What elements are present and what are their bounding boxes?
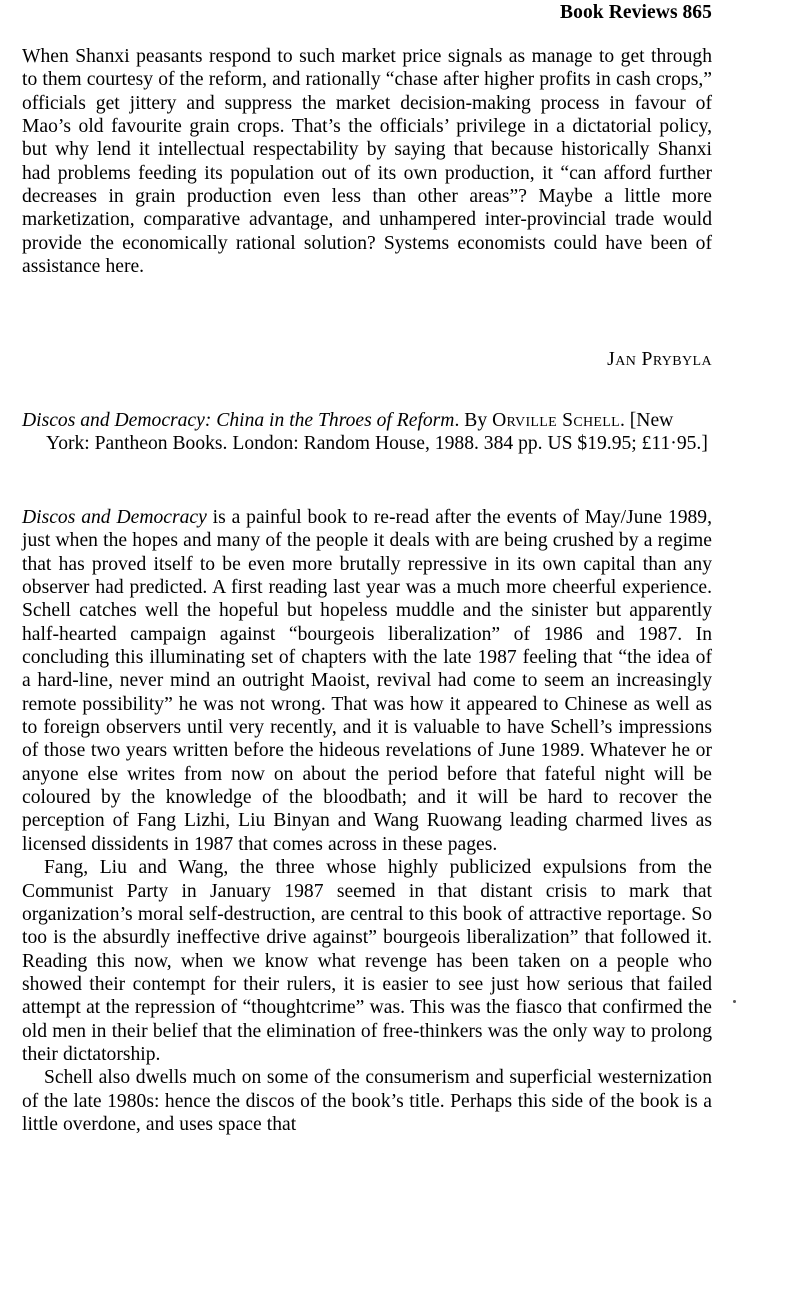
scan-speck-artifact xyxy=(733,1000,736,1003)
book-publication-details: [New York: Pantheon Books. London: Random House, 1988. 384 pp. US $19.95; £11·95.] xyxy=(46,410,708,455)
paragraph-shanxi: When Shanxi peasants respond to such market price signals as manage to get through to them courtesy of the reform, and rationally “chase after higher profits in cash crops,” officials get jittery and suppress the market decision-making process in favour of Mao’s old favourite grain crops. That’s the officials’ privilege in a dictatorial policy, but why lend it intellectual respectability by saying that because historically Shanxi had problems feeding its population out of its own production, it “can afford further decreases in grain production even less than other areas”? Maybe a little more marketization, comparative advantage, and unhampered inter-provincial trade would provide the economically rational solution? Systems economists could have been of assistance here. xyxy=(22,46,712,278)
book-author-terminator: . xyxy=(619,410,625,431)
review-paragraph-2: Fang, Liu and Wang, the three whose highly publicized expulsions from the Communist Party in January 1987 seemed in that distant crisis to mark that organization’s moral self-destruction, are central to this book of attractive reportage. So too is the absurdly ineffective drive against” bourgeois liberalization” that followed it. Reading this now, when we know what revenge has been taken on a people who showed their contempt for their rulers, it is easier to see just how serious that failed attempt at the repression of “thoughtcrime” was. This was the fiasco that confirmed the old men in their belief that the elimination of free-thinkers was the only way to prolong their dictatorship. xyxy=(22,857,712,1065)
review-body-block xyxy=(22,506,712,1136)
review-paragraph-1-text: is a painful book to re-read after the events of May/June 1989, just when the hopes and many of the people it deals with are being crushed by a regime that has proved itself to be even more brutally repressive in its own capital than any observer had predicted. A first reading last year was a much more cheerful experience. Schell catches well the hopeful but hopeless muddle and the sinister but apparently half-hearted campaign against “bourgeois liberalization” of 1986 and 1987. In concluding this illuminating set of chapters with the late 1987 feeling that “the idea of a hard-line, never mind an outright Maoist, revival had come to seem an increasingly remote possibility” he was not wrong. That was how it appeared to Chinese as well as to foreign observers until very recently, and it is valuable to have Schell’s impressions of those two years written before the hideous revelations of June 1989. Whatever he or anyone else writes from now on about the period before that fateful night will be coloured by the knowledge of the bloodbath; and it will be hard to recover the perception of Fang Lizhi, Liu Binyan and Wang Ruowang leading charmed lives as licensed dissidents in 1987 that comes across in these pages. xyxy=(22,507,713,855)
reviewer-signature-block xyxy=(22,348,712,371)
book-title-terminator: . xyxy=(454,410,460,431)
reviewer-signature: Jan Prybyla xyxy=(607,349,712,370)
review-paragraph-3: Schell also dwells much on some of the consumerism and superficial westernization of the late 1980s: hence the discos of the book’s title. Perhaps this side of the book is a little overdone, and uses space that xyxy=(22,1067,712,1135)
book-citation-block xyxy=(22,409,712,456)
citation-by-word: By xyxy=(464,410,488,431)
book-title: Discos and Democracy: China in the Throes of Reform xyxy=(22,410,455,431)
running-head xyxy=(22,2,712,28)
book-citation xyxy=(22,409,712,456)
review-lead-title: Discos and Democracy xyxy=(22,507,207,528)
book-author: Orville Schell xyxy=(492,410,620,431)
paragraph-shanxi-block xyxy=(22,45,712,278)
page-number: 865 xyxy=(682,2,712,23)
running-head-title: Book Reviews xyxy=(560,2,678,23)
review-paragraph-1 xyxy=(22,506,712,856)
